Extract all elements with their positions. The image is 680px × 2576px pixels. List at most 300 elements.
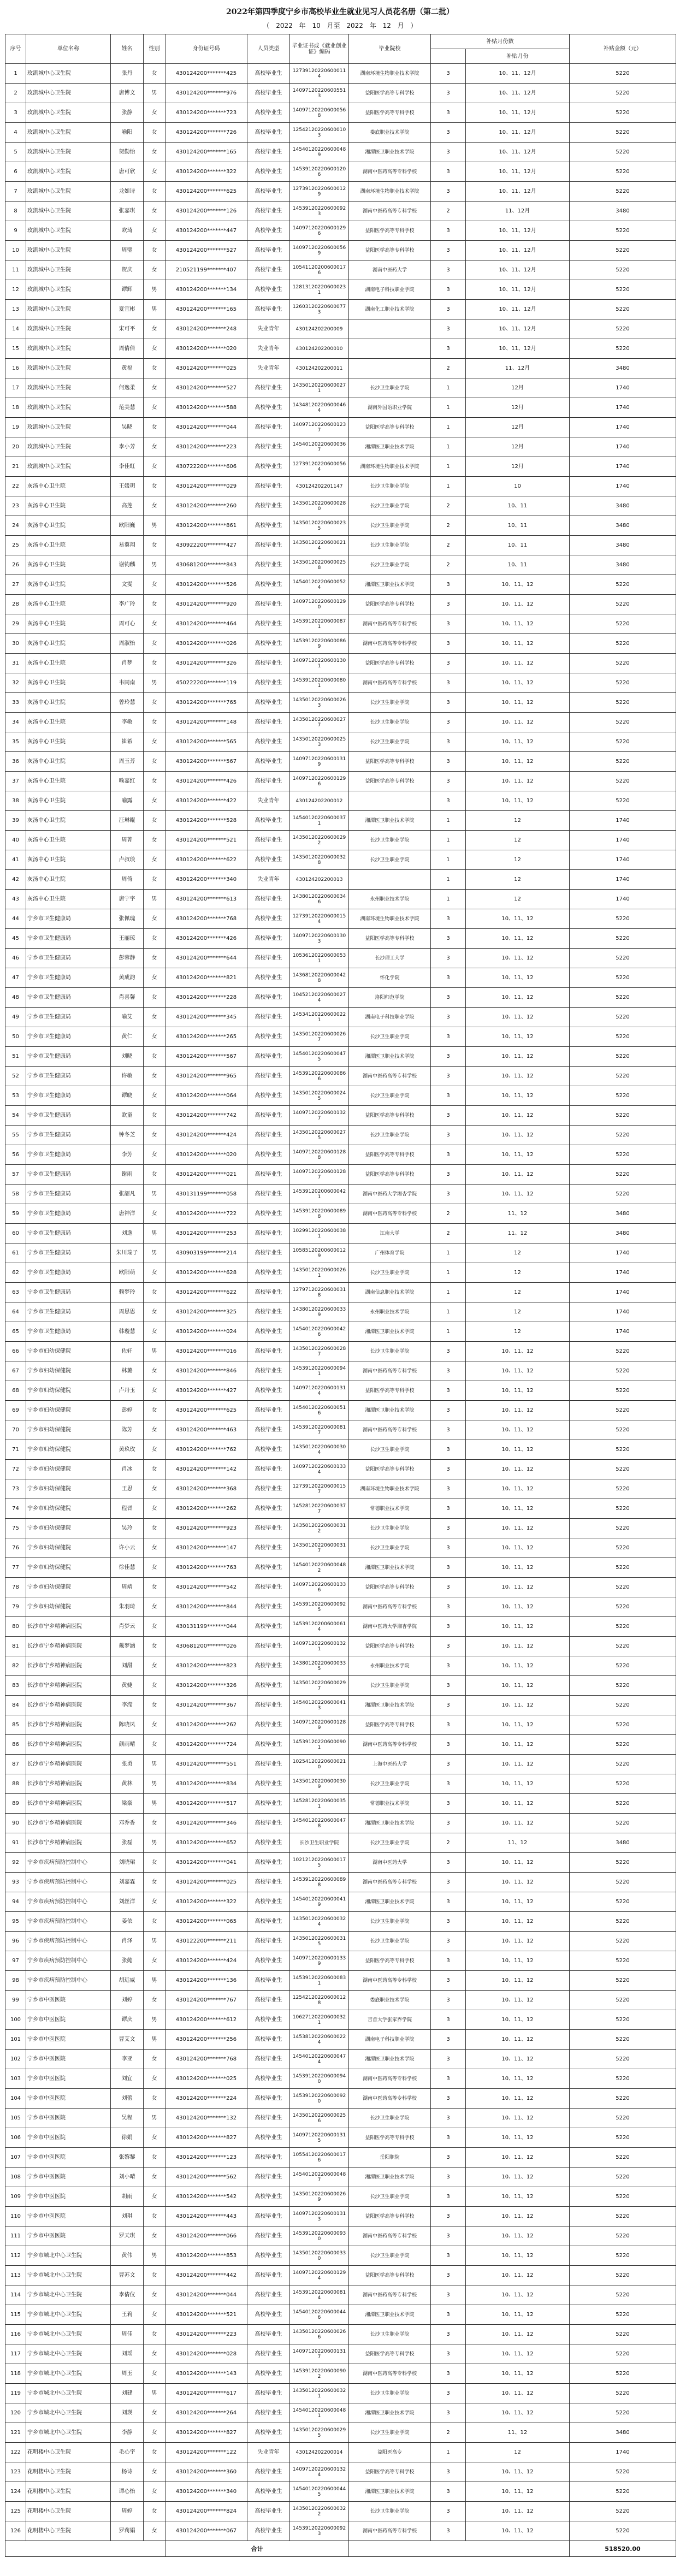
cell-index: 4: [5, 123, 26, 143]
cell-index: 39: [5, 811, 26, 831]
cell-gender: 女: [144, 831, 165, 850]
cell-type: 高校毕业生: [247, 2050, 290, 2069]
cell-id: 430124200*******722: [165, 1204, 247, 1224]
cell-subsidy-months: 10、11、12月: [466, 162, 570, 182]
cell-subsidy-months: 10、11、12: [466, 1460, 570, 1479]
cell-school: 长沙卫生职业学院: [349, 1027, 431, 1047]
cell-unit: 玫凯城中心卫生院: [26, 162, 111, 182]
cell-cert: 145401202206000475: [290, 1047, 349, 1067]
cell-amount: 5220: [570, 2109, 676, 2128]
table-row: [5, 1361, 676, 1381]
cell-gender: 女: [144, 1519, 165, 1538]
cell-gender: 女: [144, 2089, 165, 2109]
cell-cert: 145401202206000478: [290, 1814, 349, 1833]
cell-months-count: 3: [431, 182, 466, 202]
cell-school: 益阳医学高等专科学校: [349, 2344, 431, 2364]
cell-unit: 宁乡市卫生健康局: [26, 1165, 111, 1185]
cell-months-count: 3: [431, 339, 466, 359]
table-row: [5, 1617, 676, 1637]
cell-id: 430124200*******768: [165, 2050, 247, 2069]
cell-months-count: 1: [431, 890, 466, 909]
cell-months-count: 2: [431, 496, 466, 516]
cell-id: 430124200*******360: [165, 2462, 247, 2482]
cell-id: 430124200*******044: [165, 2285, 247, 2305]
cell-school: 常德职业技术学院: [349, 1499, 431, 1519]
table-row: [5, 732, 676, 752]
cell-index: 108: [5, 2168, 26, 2187]
cell-subsidy-months: 10、11、12: [466, 2384, 570, 2403]
cell-type: 高校毕业生: [247, 634, 290, 654]
cell-school: 长沙卫生职业学院: [349, 1126, 431, 1145]
cell-type: 高校毕业生: [247, 2128, 290, 2148]
cell-months-count: 3: [431, 1794, 466, 1814]
total-amount: 518520.00: [570, 2541, 676, 2557]
table-row: [5, 319, 676, 339]
cell-subsidy-months: 10、11、12: [466, 1027, 570, 1047]
cell-id: 430124200*******625: [165, 1401, 247, 1420]
cell-name: 何逸柔: [111, 378, 144, 398]
cell-amount: 3480: [570, 536, 676, 555]
cell-id: 430124200*******029: [165, 477, 247, 496]
cell-cert: 143501202206000322: [290, 2502, 349, 2521]
cell-unit: 宁乡市卫生健康局: [26, 929, 111, 949]
cell-index: 38: [5, 791, 26, 811]
cell-amount: 5220: [570, 575, 676, 595]
cell-amount: 5220: [570, 2502, 676, 2521]
cell-unit: 宁乡市卫生健康局: [26, 949, 111, 968]
cell-school: 娄底职业技术学院: [349, 123, 431, 143]
cell-unit: 玫凯城中心卫生院: [26, 241, 111, 260]
cell-gender: 女: [144, 2325, 165, 2344]
cell-id: 430124200*******443: [165, 2207, 247, 2226]
cell-cert: 140971202206001303: [290, 929, 349, 949]
cell-id: 430124200*******228: [165, 988, 247, 1008]
cell-type: 高校毕业生: [247, 614, 290, 634]
cell-school: 益阳医学高等专科学校: [349, 221, 431, 241]
table-row: [5, 1401, 676, 1420]
cell-months-count: 3: [431, 280, 466, 300]
cell-gender: 女: [144, 575, 165, 595]
cell-amount: 5220: [570, 123, 676, 143]
cell-name: 李芳: [111, 1145, 144, 1165]
table-row: [5, 2285, 676, 2305]
col-header-index: 序号: [5, 34, 26, 64]
cell-type: 高校毕业生: [247, 2502, 290, 2521]
cell-unit: 玫凯城中心卫生院: [26, 378, 111, 398]
cell-gender: 女: [144, 1715, 165, 1735]
cell-cert: 145401202206000487: [290, 2168, 349, 2187]
cell-name: 张黎黎: [111, 2148, 144, 2168]
cell-subsidy-months: 12月: [466, 378, 570, 398]
cell-school: 益阳医学高等专科学校: [349, 103, 431, 123]
cell-id: 430124200*******521: [165, 2305, 247, 2325]
cell-months-count: 3: [431, 2285, 466, 2305]
cell-subsidy-months: 10、11、12: [466, 772, 570, 791]
cell-school: 长沙卫生职业学院: [349, 2109, 431, 2128]
cell-cert: 430124202200011: [290, 359, 349, 378]
cell-gender: 女: [144, 1479, 165, 1499]
cell-amount: 3480: [570, 202, 676, 221]
cell-subsidy-months: 12: [466, 870, 570, 890]
cell-name: 周菁: [111, 831, 144, 850]
cell-type: 高校毕业生: [247, 1342, 290, 1361]
cell-subsidy-months: 11、12: [466, 1833, 570, 1853]
cell-amount: 5220: [570, 2266, 676, 2285]
cell-months-count: 3: [431, 2521, 466, 2541]
cell-cert: 125421202206000128: [290, 1991, 349, 2010]
cell-amount: 5220: [570, 732, 676, 752]
cell-cert: 143501202206000295: [290, 2423, 349, 2443]
cell-unit: 宁乡市中医医院: [26, 2207, 111, 2226]
cell-unit: 长沙市宁乡精神病医院: [26, 1617, 111, 1637]
cell-months-count: 2: [431, 359, 466, 378]
cell-cert: 140971202206001321: [290, 1637, 349, 1656]
cell-amount: 1740: [570, 890, 676, 909]
cell-gender: 女: [144, 496, 165, 516]
cell-months-count: 3: [431, 123, 466, 143]
cell-amount: 5220: [570, 988, 676, 1008]
cell-name: 卢丹玉: [111, 1381, 144, 1401]
table-row: [5, 2305, 676, 2325]
cell-type: 高校毕业生: [247, 1637, 290, 1656]
cell-name: 黄玖玫: [111, 1440, 144, 1460]
cell-school: 长沙卫生职业学院: [349, 713, 431, 732]
cell-unit: 宁乡市中医医院: [26, 2050, 111, 2069]
cell-type: 高校毕业生: [247, 516, 290, 536]
table-row: [5, 1283, 676, 1302]
cell-cert: 145391202206000898: [290, 1873, 349, 1892]
cell-unit: 灰汤中心卫生院: [26, 477, 111, 496]
cell-months-count: 3: [431, 1774, 466, 1794]
cell-subsidy-months: 10、11、12: [466, 614, 570, 634]
cell-id: 430124200*******844: [165, 1597, 247, 1617]
table-row: [5, 909, 676, 929]
cell-school: 湘潭医卫职业技术学院: [349, 1558, 431, 1578]
cell-subsidy-months: 10、11、12: [466, 2344, 570, 2364]
cell-id: 430681200*******843: [165, 555, 247, 575]
cell-subsidy-months: 10、11、12: [466, 1420, 570, 1440]
cell-subsidy-months: 10、11、12: [466, 1008, 570, 1027]
cell-cert: 143501202206000304: [290, 1440, 349, 1460]
cell-cert: 140971202206001237: [290, 418, 349, 437]
cell-index: 46: [5, 949, 26, 968]
cell-name: 刘逸: [111, 1224, 144, 1243]
cell-amount: 5220: [570, 1676, 676, 1696]
cell-gender: 女: [144, 2423, 165, 2443]
cell-amount: 5220: [570, 2246, 676, 2266]
cell-unit: 宁乡市城北中心卫生院: [26, 2384, 111, 2403]
cell-gender: 女: [144, 1440, 165, 1460]
cell-gender: 女: [144, 1892, 165, 1912]
cell-index: 98: [5, 1971, 26, 1991]
cell-index: 109: [5, 2187, 26, 2207]
cell-index: 59: [5, 1204, 26, 1224]
cell-gender: 女: [144, 2207, 165, 2226]
cell-index: 112: [5, 2246, 26, 2266]
cell-unit: 玫凯城中心卫生院: [26, 300, 111, 319]
cell-amount: 5220: [570, 2344, 676, 2364]
cell-index: 17: [5, 378, 26, 398]
cell-gender: 女: [144, 378, 165, 398]
cell-cert: 143501202206000317: [290, 1538, 349, 1558]
cell-amount: 5220: [570, 1853, 676, 1873]
cell-unit: 玫凯城中心卫生院: [26, 418, 111, 437]
cell-id: 430124200*******424: [165, 1126, 247, 1145]
cell-id: 430124200*******625: [165, 182, 247, 202]
cell-id: 430124200*******652: [165, 1833, 247, 1853]
cell-name: 梁豪: [111, 1794, 144, 1814]
cell-school: 长沙卫生职业学院: [349, 831, 431, 850]
table-row: [5, 1735, 676, 1755]
cell-unit: 花明楼中心卫生院: [26, 2521, 111, 2541]
cell-months-count: 3: [431, 2069, 466, 2089]
cell-months-count: 1: [431, 1263, 466, 1283]
cell-index: 84: [5, 1696, 26, 1715]
cell-school: 湖南中医药高等专科学校: [349, 1361, 431, 1381]
cell-amount: 1740: [570, 870, 676, 890]
cell-type: 高校毕业生: [247, 1145, 290, 1165]
total-label-cell: [5, 2541, 165, 2557]
cell-id: 430124200*******763: [165, 1558, 247, 1578]
cell-index: 3: [5, 103, 26, 123]
cell-amount: 5220: [570, 300, 676, 319]
cell-gender: 女: [144, 123, 165, 143]
cell-id: 430124200*******542: [165, 2187, 247, 2207]
cell-school: 长沙卫生职业学院: [349, 850, 431, 870]
cell-months-count: 2: [431, 555, 466, 575]
cell-type: 高校毕业生: [247, 2521, 290, 2541]
cell-subsidy-months: 10、11、12: [466, 2462, 570, 2482]
cell-school: 湘潭医卫职业技术学院: [349, 1047, 431, 1067]
cell-gender: 女: [144, 634, 165, 654]
cell-months-count: 1: [431, 457, 466, 477]
cell-id: 430124200*******426: [165, 772, 247, 791]
cell-name: 韩璇慧: [111, 1322, 144, 1342]
cell-gender: 女: [144, 221, 165, 241]
table-row: [5, 162, 676, 182]
cell-index: 37: [5, 772, 26, 791]
cell-unit: 宁乡市中医医院: [26, 2187, 111, 2207]
table-row: [5, 359, 676, 378]
cell-cert: 145401202206000516: [290, 1401, 349, 1420]
cell-gender: 女: [144, 1853, 165, 1873]
cell-school: [349, 339, 431, 359]
cell-unit: 宁乡市城北中心卫生院: [26, 2285, 111, 2305]
cell-months-count: 3: [431, 143, 466, 162]
cell-cert: 140971202206001313: [290, 2207, 349, 2226]
cell-cert: 102541202206000210: [290, 1755, 349, 1774]
table-row: [5, 890, 676, 909]
cell-school: 湘潭医卫职业技术学院: [349, 1814, 431, 1833]
cell-subsidy-months: 12月: [466, 437, 570, 457]
cell-unit: 灰汤中心卫生院: [26, 752, 111, 772]
cell-months-count: 1: [431, 398, 466, 418]
cell-name: 周倚: [111, 870, 144, 890]
cell-school: 长沙卫生职业学院: [349, 1086, 431, 1106]
cell-months-count: 3: [431, 2128, 466, 2148]
table-row: [5, 1204, 676, 1224]
cell-cert: 145391202206000898: [290, 1204, 349, 1224]
cell-type: 高校毕业生: [247, 1774, 290, 1794]
cell-cert: 105361202206000531: [290, 949, 349, 968]
cell-type: 高校毕业生: [247, 2325, 290, 2344]
cell-index: 99: [5, 1991, 26, 2010]
cell-unit: 宁乡市卫生健康局: [26, 1145, 111, 1165]
cell-name: 周玉: [111, 2364, 144, 2384]
cell-cert: 143501202206000324: [290, 1912, 349, 1932]
cell-subsidy-months: 12: [466, 850, 570, 870]
cell-type: 高校毕业生: [247, 713, 290, 732]
cell-cert: 140971202206001288: [290, 1145, 349, 1165]
table-row: [5, 260, 676, 280]
cell-id: 430124200*******567: [165, 752, 247, 772]
cell-amount: 5220: [570, 1145, 676, 1165]
cell-subsidy-months: 10、11、12: [466, 2521, 570, 2541]
cell-type: 高校毕业生: [247, 2069, 290, 2089]
table-row: [5, 2443, 676, 2462]
cell-unit: 宁乡市妇幼保健院: [26, 1558, 111, 1578]
total-row: [5, 2541, 676, 2557]
cell-type: 高校毕业生: [247, 1873, 290, 1892]
cell-type: 高校毕业生: [247, 1440, 290, 1460]
cell-school: 长沙卫生职业学院: [349, 2502, 431, 2521]
cell-school: 湖南中医药高等专科学校: [349, 673, 431, 693]
cell-school: 湖南环境生物职业技术学院: [349, 64, 431, 84]
cell-unit: 宁乡市中医医院: [26, 2030, 111, 2050]
table-row: [5, 477, 676, 496]
cell-school: 长沙卫生职业学院: [349, 732, 431, 752]
cell-type: 高校毕业生: [247, 143, 290, 162]
cell-cert: 140971202206005513: [290, 84, 349, 103]
cell-amount: 5220: [570, 1814, 676, 1833]
cell-cert: 143801202206000346: [290, 890, 349, 909]
cell-type: 高校毕业生: [247, 1027, 290, 1047]
cell-id: 430124200*******824: [165, 2502, 247, 2521]
cell-amount: 5220: [570, 2207, 676, 2226]
table-row: [5, 143, 676, 162]
table-row: [5, 1420, 676, 1440]
cell-name: 张勇: [111, 1755, 144, 1774]
cell-cert: 143501202206000267: [290, 1027, 349, 1047]
cell-index: 28: [5, 595, 26, 614]
cell-unit: 灰汤中心卫生院: [26, 536, 111, 555]
cell-name: 罗莉娟: [111, 2521, 144, 2541]
cell-index: 117: [5, 2344, 26, 2364]
cell-id: 430124200*******024: [165, 1322, 247, 1342]
cell-id: 430124200*******253: [165, 1224, 247, 1243]
cell-subsidy-months: 10、11、12月: [466, 339, 570, 359]
table-row: [5, 1696, 676, 1715]
cell-months-count: 2: [431, 1224, 466, 1243]
cell-months-count: 1: [431, 1283, 466, 1302]
cell-school: 湘潭医卫职业技术学院: [349, 2403, 431, 2423]
cell-months-count: 1: [431, 477, 466, 496]
cell-gender: 女: [144, 850, 165, 870]
table-row: [5, 1774, 676, 1794]
cell-name: 宋可平: [111, 319, 144, 339]
cell-months-count: 3: [431, 929, 466, 949]
cell-gender: 男: [144, 2384, 165, 2403]
cell-index: 118: [5, 2364, 26, 2384]
cell-amount: 5220: [570, 1126, 676, 1145]
cell-amount: 3480: [570, 555, 676, 575]
table-row: [5, 2423, 676, 2443]
table-row: [5, 1873, 676, 1892]
cell-gender: 女: [144, 182, 165, 202]
cell-id: 430124200*******367: [165, 1696, 247, 1715]
cell-type: 失业青年: [247, 319, 290, 339]
cell-gender: 女: [144, 870, 165, 890]
cell-index: 21: [5, 457, 26, 477]
cell-cert: 145391202206000814: [290, 2285, 349, 2305]
cell-school: 岳阳职院: [349, 2148, 431, 2168]
cell-subsidy-months: 12: [466, 2443, 570, 2462]
cell-id: 430124200*******264: [165, 2403, 247, 2423]
cell-unit: 宁乡市妇幼保健院: [26, 1597, 111, 1617]
cell-name: 王思: [111, 1479, 144, 1499]
cell-subsidy-months: 10、11、12月: [466, 319, 570, 339]
cell-index: 5: [5, 143, 26, 162]
cell-months-count: 3: [431, 319, 466, 339]
cell-name: 张丹: [111, 64, 144, 84]
cell-months-count: 3: [431, 1145, 466, 1165]
cell-index: 62: [5, 1263, 26, 1283]
cell-name: 唐可欣: [111, 162, 144, 182]
cell-subsidy-months: 10、11: [466, 536, 570, 555]
cell-name: 黄福: [111, 359, 144, 378]
cell-id: 430124200*******066: [165, 2226, 247, 2246]
cell-subsidy-months: 10、11、12: [466, 1401, 570, 1420]
cell-index: 85: [5, 1715, 26, 1735]
cell-name: 彭蓉静: [111, 949, 144, 968]
cell-id: 430124200*******565: [165, 732, 247, 752]
cell-subsidy-months: 10、11、12: [466, 2187, 570, 2207]
cell-amount: 3480: [570, 2423, 676, 2443]
cell-cert: 105851202006000129: [290, 1243, 349, 1263]
cell-type: 高校毕业生: [247, 654, 290, 673]
cell-cert: 143501202206000328: [290, 850, 349, 870]
cell-school: 益阳医学高等专科学校: [349, 1145, 431, 1165]
table-row: [5, 1833, 676, 1853]
cell-name: 肖梦: [111, 654, 144, 673]
cell-type: 高校毕业生: [247, 162, 290, 182]
cell-index: 121: [5, 2423, 26, 2443]
cell-amount: 3480: [570, 359, 676, 378]
cell-index: 100: [5, 2010, 26, 2030]
col-header-name: 姓名: [111, 34, 144, 64]
cell-unit: 灰汤中心卫生院: [26, 673, 111, 693]
table-row: [5, 1814, 676, 1833]
cell-unit: 宁乡市城北中心卫生院: [26, 2364, 111, 2384]
cell-name: 陈晓凤: [111, 1715, 144, 1735]
cell-school: [349, 870, 431, 890]
period-end-year: 2022: [346, 22, 363, 29]
cell-unit: 灰汤中心卫生院: [26, 772, 111, 791]
cell-cert: 140971202206001319: [290, 752, 349, 772]
cell-id: 430124200*******340: [165, 2482, 247, 2502]
cell-id: 430124200*******248: [165, 319, 247, 339]
cell-name: 欧阳萌: [111, 1263, 144, 1283]
cell-subsidy-months: 10、11、12: [466, 1106, 570, 1126]
cell-id: 430124200*******463: [165, 1420, 247, 1440]
cell-gender: 女: [144, 202, 165, 221]
cell-index: 65: [5, 1322, 26, 1342]
cell-cert: 127391202206000114: [290, 64, 349, 84]
cell-gender: 女: [144, 1735, 165, 1755]
cell-amount: 5220: [570, 772, 676, 791]
table-row: [5, 182, 676, 202]
cell-id: 430124200*******526: [165, 575, 247, 595]
